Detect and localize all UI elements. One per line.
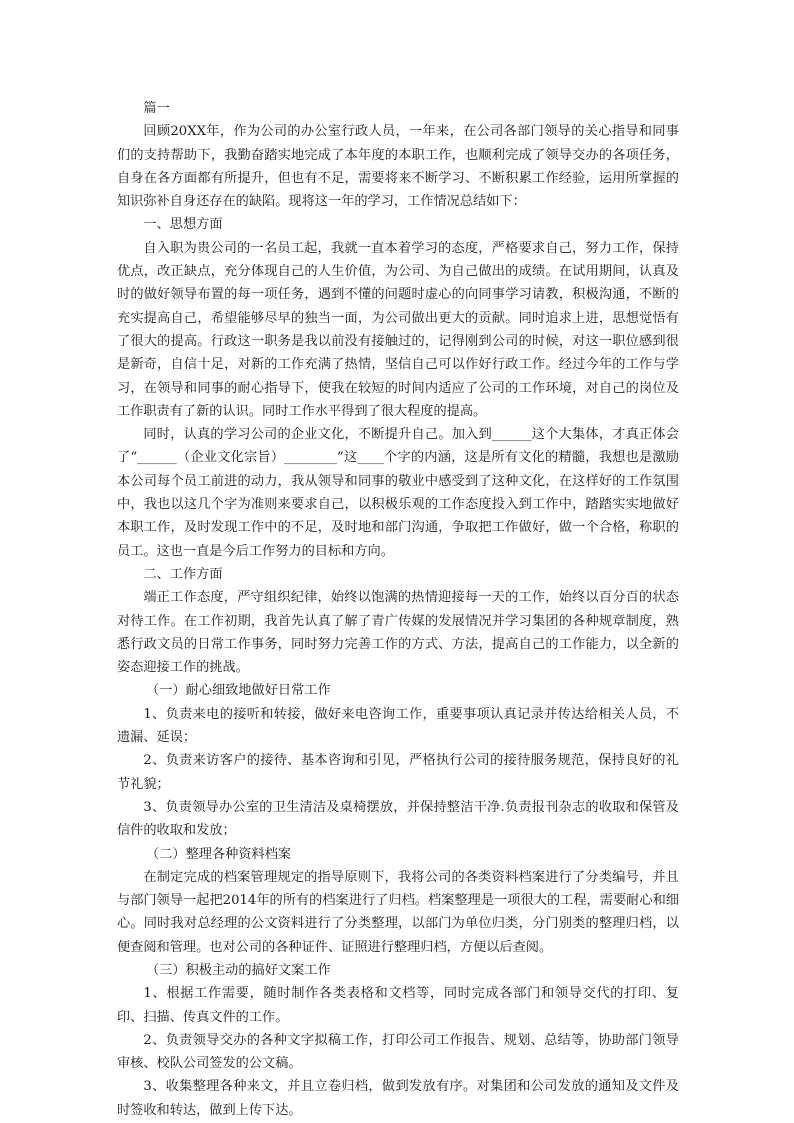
section-heading-thought: 一、思想方面 xyxy=(143,217,223,233)
subsection-heading-daily-work: （一）耐心细致地做好日常工作 xyxy=(146,683,331,699)
list-item: 1、负责来电的接听和转接，做好来电咨询工作，重要事项认真记录并传达给相关人员，不遗漏、延误； xyxy=(117,706,679,746)
list-item: 2、负责领导交办的各种文字拟稿工作，打印公司工作报告、规划、总结等，协助部门领导审核、校队公司签发的公文稿。 xyxy=(117,1032,679,1072)
section-heading-work: 二、工作方面 xyxy=(143,566,223,582)
list-item: 3、负责领导办公室的卫生清洁及桌椅摆放，并保持整洁干净.负责报刊杂志的收取和保管及信件的收取和发放； xyxy=(117,799,679,839)
subsection-heading-copywriting: （三）积极主动的搞好文案工作 xyxy=(146,962,331,978)
paragraph: 端正工作态度，严守组织纪律，始终以饱满的热情迎接每一天的工作，始终以百分百的状态对待工作。在工作初期，我首先认真了解了青广传媒的发展情况并学习集团的各种规章制度，熟悉行政文员的日常工作事务，同时努力完善工作的方式、方法，提高自己的工作能力，以全新的姿态迎接工作的挑战。 xyxy=(117,590,679,676)
subsection-heading-archives: （二）整理各种资料档案 xyxy=(146,846,292,862)
intro-paragraph: 回顾20XX年，作为公司的办公室行政人员，一年来，在公司各部门领导的关心指导和同事们的支持帮助下，我勤奋踏实地完成了本年度的本职工作，也顺利完成了领导交办的各项任务，自身在各方面都有所提升，但也有不足，需要将来不断学习、不断积累工作经验，运用所掌握的知识弥补自身还存在的缺陷。现将这一年的学习，工作情况总结如下： xyxy=(117,124,679,210)
list-item: 2、负责来访客户的接待、基本咨询和引见，严格执行公司的接待服务规范，保持良好的礼节礼貌； xyxy=(117,753,679,792)
document-title: 篇一 xyxy=(143,101,170,116)
list-item: 3、收集整理各种来文，并且立卷归档，做到发放有序。对集团和公司发放的通知及文件及时签收和转达，做到上传下达。 xyxy=(117,1079,679,1118)
document-body xyxy=(117,97,679,1122)
paragraph: 自入职为贵公司的一名员工起，我就一直本着学习的态度，严格要求自己，努力工作，保持优点，改正缺点，充分体现自己的人生价值，为公司、为自己做出的成绩。在试用期间，认真及时的做好领导布置的每一项任务，遇到不懂的问题时虚心的向同事学习请教，积极沟通，不断的充实提高自己，希望能够尽早的独当一面，为公司做出更大的贡献。同时追求上进，思想觉悟有了很大的提高。行政这一职务是我以前没有接触过的，记得刚到公司的时候，对这一职位感到很是新奇，自信十足，对新的工作充满了热情，坚信自己可以作好行政工作。经过今年的工作与学习，在领导和同事的耐心指导下，使我在较短的时间内适应了公司的工作环境，对自己的岗位及工作职责有了新的认识。同时工作水平得到了很大程度的提高。 xyxy=(117,240,679,419)
list-item: 1、根据工作需要，随时制作各类表格和文档等，同时完成各部门和领导交代的打印、复印、扫描、传真文件的工作。 xyxy=(117,986,679,1025)
paragraph: 在制定完成的档案管理规定的指导原则下，我将公司的各类资料档案进行了分类编号，并且与部门领导一起把2014年的所有的档案进行了归档。档案整理是一项很大的工程，需要耐心和细心。同时我对总经理的公文资料进行了分类整理，以部门为单位归类，分门别类的整理归档，以便查阅和管理。也对公司的各种证件、证照进行整理归档，方便以后查阅。 xyxy=(117,869,679,955)
paragraph: 同时，认真的学习公司的企业文化，不断提升自己。加入到______这个大集体，才真正体会了“______（企业文化宗旨）________”这____个字的内涵，这是所有文化的精髓，我想也是激励本公司每个员工前进的动力，我从领导和同事的敬业中感受到了这种文化，在这样好的工作氛围中，我也以这几个字为准则来要求自己，以积极乐观的工作态度投入到工作中，踏踏实实地做好本职工作，及时发现工作中的不足，及时地和部门沟通，争取把工作做好，做一个合格，称职的员工。这也一直是今后工作努力的目标和方向。 xyxy=(117,427,679,559)
